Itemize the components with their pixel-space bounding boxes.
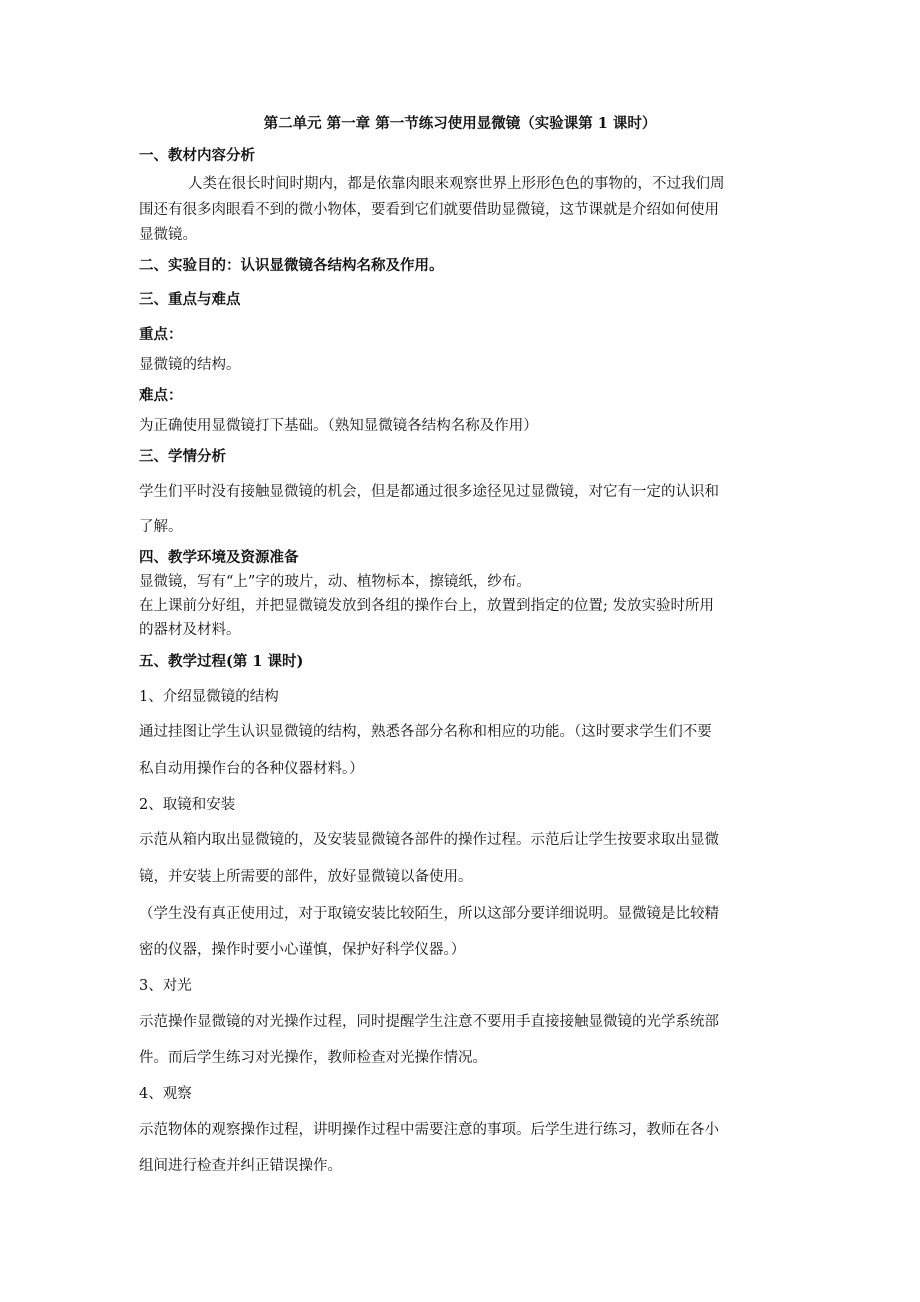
paragraph-line: 人类在很长时间时期内，都是依靠肉眼来观察世界上形形色色的事物的，不过我们周: [188, 176, 725, 192]
key-point-text: 显微镜的结构。: [139, 357, 241, 373]
step-title: 3、对光: [139, 978, 192, 994]
section-heading-content-analysis: 一、教材内容分析: [139, 147, 255, 164]
paragraph-line: 的器材及材料。: [139, 622, 241, 638]
difficulty-text: 为正确使用显微镜打下基础。（熟知显微镜各结构名称及作用）: [139, 418, 538, 434]
section-heading-resources: 四、教学环境及资源准备: [139, 549, 299, 566]
paragraph-line: 显微镜。: [139, 227, 197, 243]
paragraph-line: 组间进行检查并纠正错误操作。: [139, 1158, 342, 1174]
paragraph-line: 在上课前分好组，并把显微镜发放到各组的操作台上，放置到指定的位置; 发放实验时所用: [139, 598, 714, 614]
paragraph-line: 镜，并安装上所需要的部件，放好显微镜以备使用。: [139, 869, 473, 885]
paragraph-line: 显微镜，写有“上”字的玻片，动、植物标本，擦镜纸，纱布。: [139, 574, 531, 590]
section-heading-teaching-process: 五、教学过程(第 1 课时): [139, 653, 304, 670]
paragraph-line: 示范物体的观察操作过程，讲明操作过程中需要注意的事项。后学生进行练习，教师在各小: [139, 1122, 719, 1138]
paragraph-line: 件。而后学生练习对光操作，教师检查对光操作情况。: [139, 1050, 487, 1066]
paragraph-line: 私自动用操作台的各种仪器材料。）: [139, 761, 364, 777]
paragraph-line: 示范操作显微镜的对光操作过程，同时提醒学生注意不要用手直接接触显微镜的光学系统部: [139, 1014, 719, 1030]
paragraph-line: 通过挂图让学生认识显微镜的结构，熟悉各部分名称和相应的功能。（这时要求学生们不要: [139, 724, 712, 740]
paragraph-line: （学生没有真正使用过，对于取镜安装比较陌生，所以这部分要详细说明。显微镜是比较精: [139, 906, 719, 922]
step-title: 1、介绍显微镜的结构: [139, 689, 279, 705]
section-heading-key-points: 三、重点与难点: [139, 291, 241, 308]
paragraph-line: 示范从箱内取出显微镜的，及安装显微镜各部件的操作过程。示范后让学生按要求取出显微: [139, 832, 719, 848]
paragraph-line: 密的仪器，操作时要小心谨慎，保护好科学仪器。）: [139, 942, 466, 958]
paragraph-line: 学生们平时没有接触显微镜的机会，但是都通过很多途径见过显微镜，对它有一定的认识和: [139, 484, 719, 500]
document-title: 第二单元 第一章 第一节练习使用显微镜（实验课第 1 课时）: [263, 115, 657, 132]
step-title: 2、取镜和安装: [139, 797, 236, 813]
paragraph-line: 围还有很多肉眼看不到的微小物体，要看到它们就要借助显微镜，这节课就是介绍如何使用: [139, 202, 719, 218]
paragraph-line: 了解。: [139, 519, 183, 535]
section-heading-student-analysis: 三、学情分析: [139, 448, 226, 465]
section-heading-experiment-goal: 二、实验目的：认识显微镜各结构名称及作用。: [139, 257, 444, 274]
difficulty-label: 难点：: [139, 387, 183, 404]
step-title: 4、观察: [139, 1086, 192, 1102]
key-point-label: 重点：: [139, 326, 183, 343]
